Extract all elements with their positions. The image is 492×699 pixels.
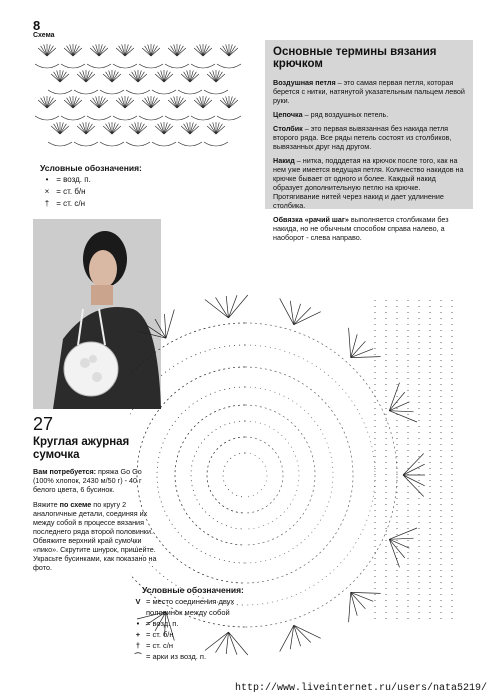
term-paragraph: Цепочка – ряд воздушных петель.	[273, 110, 389, 119]
legend-top-item: × = ст. б/н	[44, 187, 86, 196]
term-paragraph: Накид – нитка, подддетая на крючок после того, как на нем уже имеется ведущая петля. Количество накидов на крючке бывает от одного и более. Каждый накид образует дополнительную петлю на крючке. Протягивание нитей через накид и дает удлинение столбика.	[273, 156, 464, 210]
legend-bottom-title: Условные обозначения:	[142, 585, 244, 595]
legend-top-item: † = ст. с/н	[44, 199, 85, 208]
legend-bottom-item: + = ст. б/н	[135, 630, 174, 639]
legend-bottom-item: ⌒ = арки из возд. п.	[134, 652, 207, 661]
schema-label: Схема	[33, 32, 55, 39]
materials-paragraph: Вам потребуется: пряжа Go Go (100% хлопок, 2430 м/50 г) - 40 г белого цвета, 6 бусинок.	[33, 467, 142, 494]
term-paragraph: Воздушная петля – это самая первая петля, которая берется с нитки, натянутой указательным пальцем левой руки.	[273, 78, 465, 105]
legend-top	[40, 162, 142, 210]
terms-title: Основные термины вязания крючком	[273, 46, 437, 70]
legend-bottom-item: • = возд. п.	[136, 619, 179, 628]
pattern-number: 27	[33, 414, 54, 434]
lace-chart	[33, 42, 243, 154]
pattern-title: Круглая ажурная сумочка	[33, 436, 130, 461]
legend-bottom	[130, 585, 244, 662]
page-number: 8	[33, 18, 41, 33]
legend-bottom-item: V = место соединения двух половинок между собой	[135, 597, 235, 617]
terms-box	[265, 40, 473, 242]
legend-top-item: • = возд. п.	[45, 175, 91, 184]
source-url[interactable]: http://www.liveinternet.ru/users/nata5219/	[235, 683, 488, 694]
legend-top-title: Условные обозначения:	[40, 163, 142, 173]
instructions-paragraph: Вяжите по схеме по кругу 2 аналогичные детали, соединяя их между собой в процессе вязания последнего ряда второй половинки. Обвяжите верхний край сумочки «пико». Скрутите шнурок, пришейте. Украсьте бусинками, как показано на фото.	[33, 500, 157, 572]
term-paragraph: Обвязка «рачий шаг» выполняется столбиками без накида, но не обычным способом справа налево, а наоборот - слева направо.	[273, 215, 449, 242]
legend-bottom-item: † = ст. с/н	[135, 641, 173, 650]
term-paragraph: Столбик – это первая вывязанная без накида петля второго ряда. Все ряды петель состоят из столбиков, вывязанных друг над другом.	[273, 124, 452, 151]
